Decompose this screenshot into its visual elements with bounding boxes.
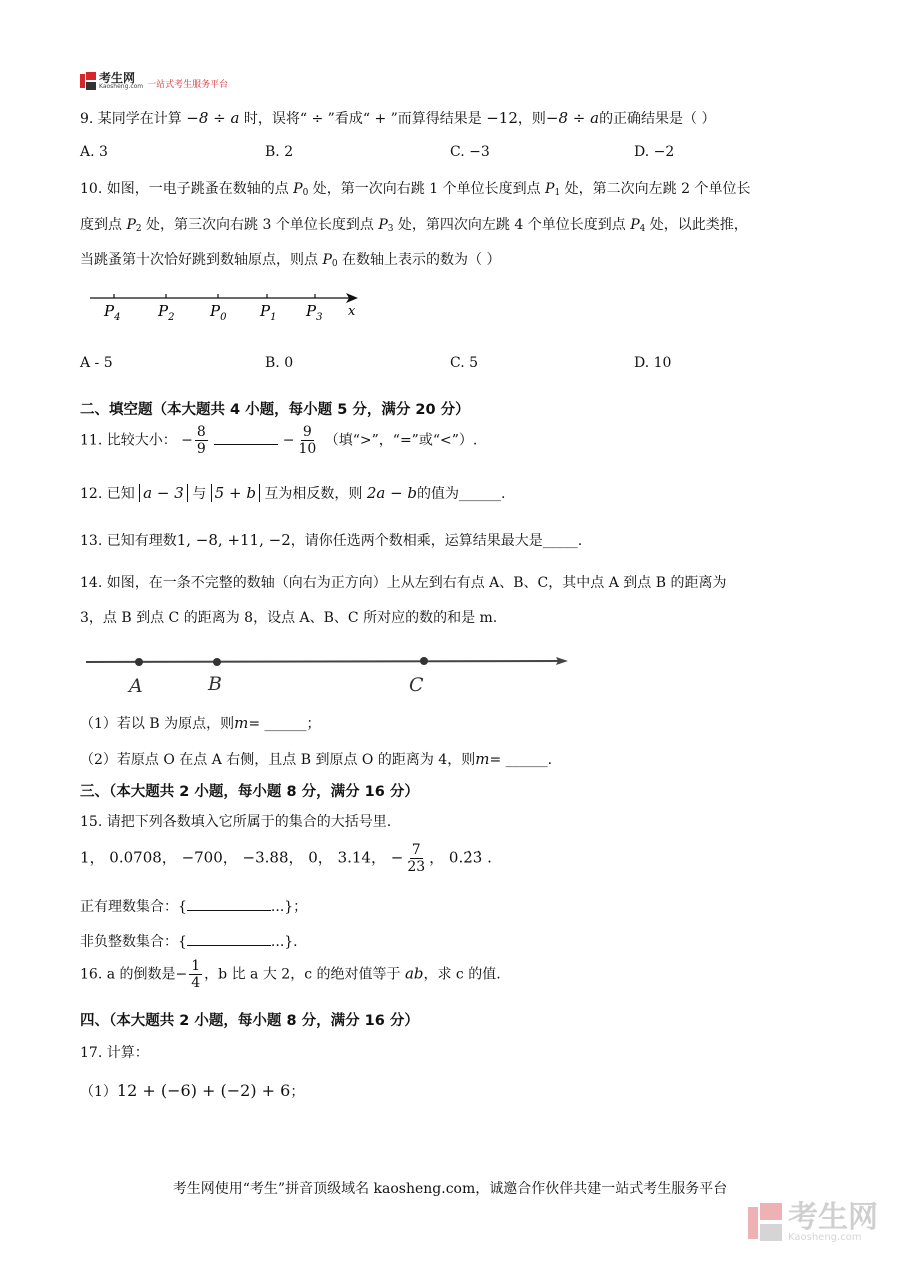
q9-stem [80,108,716,128]
q10-axis-label-p0: $P_0$ [210,302,227,323]
q16-text-2: ，b 比 a 大 2，c 的绝对值等于 [204,966,401,983]
q16-minus: − [175,966,188,983]
q14-point-a [135,658,143,666]
q15-numbers-b: ， 0.2̇3̇ . [429,848,492,867]
q10-text: 处，以此类推， [645,217,748,233]
q14-line-1: 14. 如图，在一条不完整的数轴（向右为正方向）上从左到右有点 A、B、C，其中点 A 到点 B 的距离为 [80,575,727,591]
q10-p4: P [630,217,640,233]
watermark-name: 考生网 [788,1200,878,1235]
q12-text-1: 12. 已知 [80,486,135,502]
q11-minus-1: − [181,432,193,449]
q15-numbers-a: 1， 0.0708， −700， −3.88， 0， 3.14， − [80,848,404,867]
section-3-title: 三、（本大题共 2 小题，每小题 8 分，满分 16 分） [80,784,419,800]
q16-text-1: 16. a 的倒数是 [80,966,176,983]
q9-text-4: 的正确结果是（ ） [599,111,716,127]
q12-abs-2: 5 + b [211,484,260,502]
q10-axis-label-p2: $P_2$ [158,302,175,323]
q14-part-1-text: （1）若以 B 为原点，则 [80,716,235,732]
q10-text: 处，第二次向左跳 2 个单位长 [560,181,751,197]
q14-number-line [86,650,576,700]
q15-set-2 [80,931,298,951]
q10-text: 在数轴上表示的数为（ ） [337,252,501,268]
q10-axis-x: x [348,304,356,319]
q15-set-2-end: ...}. [270,934,298,950]
q10-text: 当跳蚤第十次恰好跳到数轴原点，则点 [80,252,323,268]
q16-stem [80,958,501,991]
q12-text-2: 与 [192,486,207,502]
q9-expr-2: −12 [486,109,518,127]
q10-line-2 [80,214,748,234]
watermark-domain: Kaosheng.com [788,1232,862,1243]
q16-fraction: $\frac{1}{4}$ [191,958,201,992]
q9-option-c: C. −3 [450,144,490,160]
q9-option-a: A. 3 [80,144,108,160]
q10-p0b: P [322,252,332,268]
q10-p3: P [378,217,388,233]
watermark-logo [748,1200,878,1243]
header-logo [80,72,228,90]
q9-option-b: B. 2 [265,144,294,160]
q14-part-2 [80,749,552,769]
q15-set-1 [80,896,307,916]
q11-fraction-2: $\frac{9}{10}$ [298,424,317,458]
q10-option-c: C. 5 [450,355,479,371]
q16-text-3: ，求 c 的值. [423,966,501,983]
q12-stem [80,483,505,503]
q11-stem [80,424,477,457]
q10-number-line [88,288,368,328]
q9-text-1: 9. 某同学在计算 [80,111,182,127]
section-4-title: 四、（本大题共 2 小题，每小题 8 分，满分 16 分） [80,1013,419,1029]
q10-p3-sub: 3 [387,224,394,234]
q10-line-1 [80,178,750,198]
q11-blank [214,432,278,445]
q14-point-b [213,658,221,666]
q9-text-3: ，则 [517,111,546,127]
section-2-title: 二、填空题（本大题共 4 小题，每小题 5 分，满分 20 分） [80,402,470,418]
q10-text: 度到点 [80,217,127,233]
logo-slogan: 一站式考生服务平台 [147,79,229,90]
logo-domain: Kaosheng.com [99,83,144,90]
q11-minus-2: − [282,432,295,449]
q10-text: 处，第三次向右跳 3 个单位长度到点 [141,217,379,233]
q14-part-1 [80,713,321,733]
q11-fraction-1: $\frac{8}{9}$ [196,424,206,458]
q9-text-2: 时，误将“ ÷ ”看成“ + ”而算得结果是 [243,111,482,127]
q11-text-1: 11. 比较大小： [80,432,177,449]
q13-text-2: ，请你任选两个数相乘，运算结果最大是_____. [290,533,583,549]
q15-numbers [80,842,492,875]
q10-text: 处，第一次向右跳 1 个单位长度到点 [308,181,546,197]
q15-stem: 15. 请把下列各数填入它所属于的集合的大括号里. [80,814,392,830]
q17-part-1-end: ； [290,1084,305,1100]
q15-fraction: $\frac{7}{23}$ [407,842,426,876]
q14-line-2: 3，点 B 到点 C 的距离为 8，设点 A、B、C 所对应的数的和是 m. [80,610,498,626]
q11-text-2: （填“>”，“=”或“<”）. [324,432,478,449]
q10-p2-sub: 2 [135,224,142,234]
q10-option-b: B. 0 [265,355,294,371]
q9-expr-3: −8 ÷ a [545,109,600,127]
watermark-icon [748,1203,782,1243]
q10-option-d: D. 10 [634,355,672,371]
logo-icon [80,72,96,90]
q10-option-a: A - 5 [80,355,113,371]
q15-set-1-blank [187,898,271,911]
q13-numbers: 1, −8, +11, −2 [176,531,291,549]
q14-label-b: B [208,673,222,695]
q12-abs-1: a − 3 [139,484,188,502]
q10-text: 处，第四次向左跳 4 个单位长度到点 [393,217,631,233]
q14-part-2-text: （2）若原点 O 在点 A 右侧，且点 B 到原点 O 的距离为 4，则 [80,752,476,768]
q12-expr: 2a − b [366,484,418,502]
q10-p4-sub: 4 [639,224,646,234]
q14-label-a: A [129,675,143,697]
q10-axis-label-p4: $P_4$ [104,302,121,323]
q10-axis-label-p1: $P_1$ [260,302,277,323]
q10-text: 10. 如图，一电子跳蚤在数轴的点 [80,181,294,197]
q15-set-2-label: 非负整数集合：{ [80,934,187,950]
q17-part-1-label: （1） [80,1084,117,1100]
q10-p1: P [545,181,555,197]
q17-part-1-expr: 12 + (−6) + (−2) + 6 [116,1081,291,1100]
q15-set-2-blank [187,933,271,946]
q10-p1-sub: 1 [554,188,561,198]
q15-set-1-label: 正有理数集合：{ [80,899,187,915]
q15-set-1-end: ...}； [270,899,308,915]
q13-stem [80,530,582,550]
q13-text-1: 13. 已知有理数 [80,533,177,549]
q14-point-c [420,657,428,665]
q16-ab: ab [404,964,424,983]
logo-name: 考生网 [99,71,136,85]
q10-line-3 [80,249,501,269]
q10-p0: P [293,181,303,197]
page-footer: 考生网使用“考生”拼音顶级域名 kaosheng.com，诚邀合作伙伴共建一站式考生服务平台 [172,1181,728,1197]
q14-label-c: C [409,674,424,696]
q9-expr-1: −8 ÷ a [186,109,240,127]
q10-p2: P [126,217,136,233]
q14-part-2-m: m [475,750,490,768]
q10-p0b-sub: 0 [331,259,338,269]
q12-text-4: 的值为______. [417,486,506,502]
q10-axis-label-p3: $P_3$ [306,302,323,323]
q12-text-3: 互为相反数，则 [264,486,363,502]
q9-option-d: D. −2 [634,144,675,160]
q10-p0-sub: 0 [302,188,309,198]
q14-part-2-blank: = ______. [489,752,553,768]
q14-part-1-blank: = ______； [248,716,321,732]
q17-stem: 17. 计算： [80,1045,149,1061]
q17-part-1 [80,1081,304,1101]
q14-part-1-m: m [234,714,249,732]
